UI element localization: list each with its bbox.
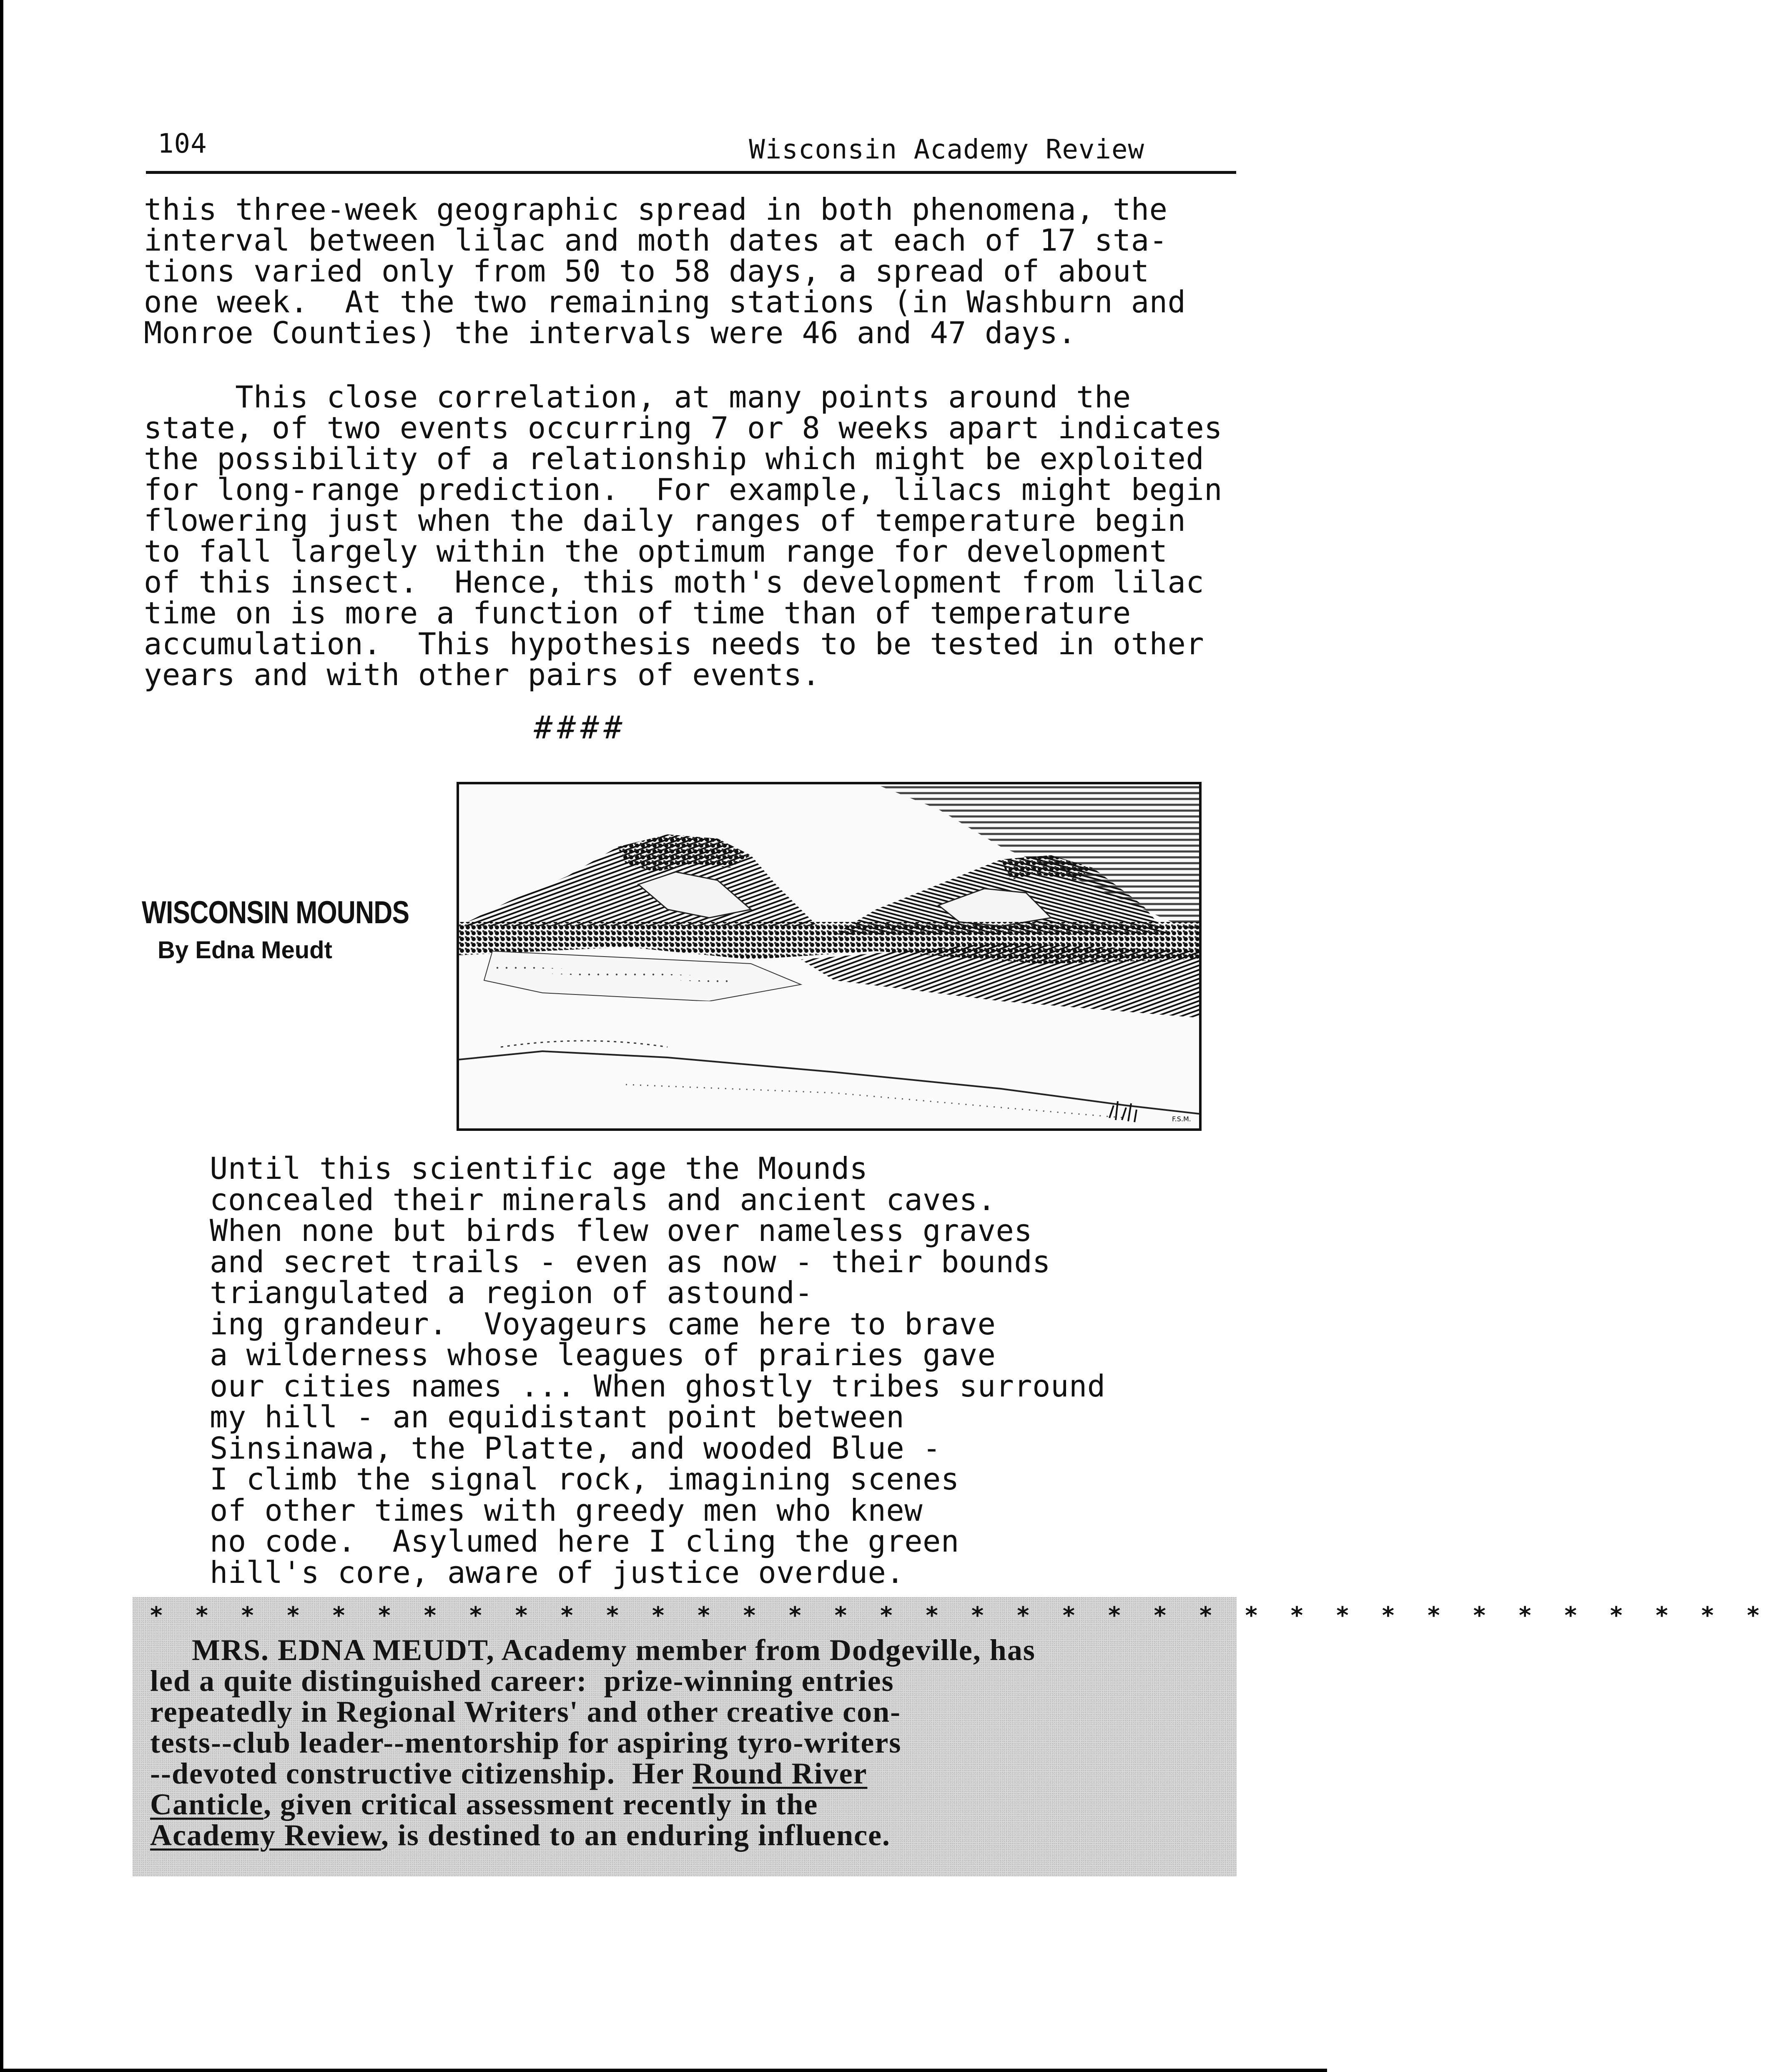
bio-line-7: , is destined to an enduring influence. (381, 1818, 891, 1852)
paragraph-line: accumulation. This hypothesis needs to be tested in other (144, 626, 1204, 661)
bio-title-academy-review: Academy Review (150, 1818, 381, 1852)
poem-body (210, 1153, 1106, 1588)
mounds-illustration (457, 782, 1202, 1131)
author-bio-text (150, 1635, 1036, 1851)
star-divider: * * * * * * * * * * * * * * * * * * * * * * * * * * * * * * * * * * * * (149, 1602, 1769, 1629)
paragraph-line: tions varied only from 50 to 58 days, a spread of about (144, 254, 1149, 289)
poem-line: our cities names ... When ghostly tribes surround (210, 1368, 1106, 1404)
paragraph-line: to fall largely within the optimum range for development (144, 534, 1168, 569)
bio-line-6: , given critical assessment recently in the (263, 1788, 818, 1821)
poem-byline: By Edna Meudt (158, 937, 332, 964)
poem-title: WISCONSIN MOUNDS (142, 895, 409, 930)
bio-line-5: --devoted constructive citizenship. Her (150, 1757, 693, 1790)
article-paragraph-2 (144, 379, 1223, 692)
bio-title-round-river: Round River (692, 1757, 868, 1790)
poem-line: Until this scientific age the Mounds (210, 1151, 868, 1186)
bio-title-canticle: Canticle (150, 1788, 263, 1821)
paragraph-line: state, of two events occurring 7 or 8 weeks apart indicates (144, 410, 1223, 445)
bio-name: MRS. EDNA MEUDT (150, 1633, 487, 1667)
poem-line: no code. Asylumed here I cling the green (210, 1524, 959, 1559)
section-separator: #### (534, 709, 627, 746)
paragraph-line: flowering just when the daily ranges of temperature begin (144, 503, 1186, 538)
paragraph-line: one week. At the two remaining stations (in Washburn and (144, 284, 1186, 319)
bio-line-1: , Academy member from Dodgeville, has (486, 1633, 1036, 1667)
poem-line: a wilderness whose leagues of prairies gave (210, 1337, 996, 1372)
article-paragraph-1 (144, 194, 1186, 348)
running-title: Wisconsin Academy Review (749, 134, 1144, 165)
page-header (146, 125, 1236, 174)
bio-line-3: repeatedly in Regional Writers' and other creative con- (150, 1695, 901, 1728)
illustration-signature: F.S.M. (1172, 1115, 1191, 1123)
paragraph-line: the possibility of a relationship which might be exploited (144, 441, 1204, 476)
poem-line: Sinsinawa, the Platte, and wooded Blue - (210, 1430, 941, 1466)
paragraph-line: of this insect. Hence, this moth's development from lilac (144, 565, 1204, 600)
page-number: 104 (158, 128, 207, 159)
poem-line: I climb the signal rock, imagining scenes (210, 1462, 959, 1497)
poem-line: ing grandeur. Voyageurs came here to brave (210, 1306, 996, 1341)
paragraph-line: years and with other pairs of events. (144, 657, 821, 692)
paragraph-line: interval between lilac and moth dates at each of 17 sta- (144, 223, 1168, 258)
bio-line-2: led a quite distinguished career: prize-winning entries (150, 1664, 894, 1698)
paragraph-line: Monroe Counties) the intervals were 46 and 47 days. (144, 315, 1076, 350)
bio-line-4: tests--club leader--mentorship for aspiring tyro-writers (150, 1726, 902, 1759)
poem-line: concealed their minerals and ancient caves. (210, 1182, 996, 1217)
poem-line: my hill - an equidistant point between (210, 1399, 905, 1434)
poem-line: hill's core, aware of justice overdue. (210, 1555, 905, 1590)
poem-line: and secret trails - even as now - their bounds (210, 1244, 1051, 1279)
paragraph-line: time on is more a function of time than of temperature (144, 595, 1131, 630)
poem-line: of other times with greedy men who knew (210, 1492, 923, 1528)
paragraph-line: for long-range prediction. For example, lilacs might begin (144, 472, 1223, 507)
poem-line: triangulated a region of astound- (210, 1275, 813, 1310)
paragraph-line: this three-week geographic spread in both phenomena, the (144, 192, 1168, 227)
author-bio-box (133, 1597, 1769, 1876)
paragraph-line: This close correlation, at many points around the (144, 379, 1131, 414)
poem-line: When none but birds flew over nameless graves (210, 1213, 1033, 1248)
